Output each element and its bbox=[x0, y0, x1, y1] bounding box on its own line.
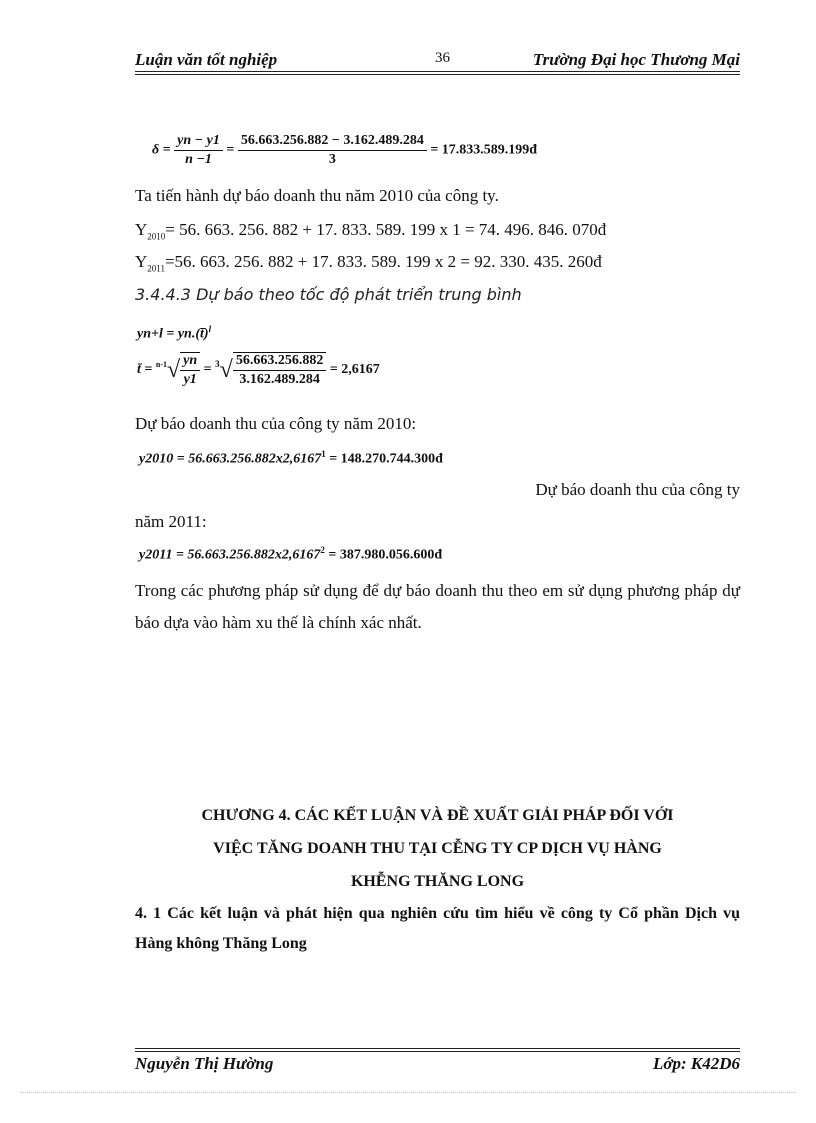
formula-growth-sup: l bbox=[208, 324, 212, 334]
y2011-label: Y bbox=[135, 252, 148, 271]
y2010-label: Y bbox=[135, 220, 148, 239]
formula-2010-text: y2010 = 56.663.256.882x2,6167 bbox=[139, 451, 322, 467]
formula-2011-result: = 387.980.056.600đ bbox=[324, 547, 443, 563]
formula-growth bbox=[137, 324, 211, 343]
chapter-title-line1: CHƯƠNG 4. CÁC KẾT LUẬN VÀ ĐỀ XUẤT GIẢI PHÁP ĐỐI VỚI bbox=[201, 807, 674, 824]
formula-2010-sup: 1 bbox=[321, 449, 326, 459]
formula-delta-frac1-den: n −1 bbox=[185, 152, 212, 167]
formula-tbar-frac1-num: yn bbox=[180, 353, 200, 371]
root-sign-1: √ bbox=[167, 356, 181, 383]
forecast-2011-intro-b: năm 2011: bbox=[135, 512, 207, 531]
formula-tbar-frac2-den: 3.162.489.284 bbox=[239, 372, 320, 387]
footer-author: Nguyễn Thị Hường bbox=[135, 1054, 274, 1073]
formula-delta bbox=[152, 133, 537, 168]
formula-tbar-frac1 bbox=[180, 352, 200, 388]
header-rule-bottom bbox=[135, 74, 740, 75]
formula-tbar-eq: = bbox=[203, 362, 212, 378]
page-edge-dotted-rule bbox=[20, 1092, 796, 1093]
formula-2011 bbox=[139, 545, 442, 564]
y2010-sub: 2010 bbox=[147, 231, 166, 242]
forecast-y2011 bbox=[135, 252, 602, 273]
formula-delta-eq: = bbox=[226, 142, 235, 158]
footer-rule-top bbox=[135, 1048, 740, 1049]
header-university: Trường Đại học Thương Mại bbox=[532, 50, 740, 69]
formula-delta-frac1-num: yn − y1 bbox=[174, 133, 223, 151]
formula-2010 bbox=[139, 449, 443, 468]
formula-delta-frac2-den: 3 bbox=[328, 152, 336, 167]
formula-2010-result: = 148.270.744.300đ bbox=[325, 451, 443, 467]
footer-rule-bottom bbox=[135, 1051, 740, 1052]
section-4-1-heading: 4. 1 Các kết luận và phát hiện qua nghiên cứu tìm hiểu về công ty Cổ phần Dịch vụ Hàng không Thăng Long bbox=[135, 905, 740, 952]
y2011-expr: =56. 663. 256. 882 + 17. 833. 589. 199 x 2 = 92. 330. 435. 260đ bbox=[164, 252, 602, 271]
root-sign-2: √ bbox=[219, 356, 233, 383]
formula-delta-frac2-num: 56.663.256.882 − 3.162.489.284 bbox=[238, 133, 427, 151]
chapter-title-line2: VIỆC TĂNG DOANH THU TẠI CỄNG TY CP DỊCH VỤ HÀNG bbox=[213, 840, 662, 857]
y2011-sub: 2011 bbox=[147, 263, 165, 274]
formula-delta-result: = 17.833.589.199đ bbox=[430, 142, 538, 158]
conclusion-paragraph: Trong các phương pháp sử dụng để dự báo doanh thu theo em sử dụng phương pháp dự báo dựa vào hàm xu thế là chính xác nhất. bbox=[135, 581, 740, 632]
page-number: 36 bbox=[435, 50, 450, 66]
formula-tbar-lhs: t̄ = bbox=[137, 362, 153, 378]
formula-2011-sup: 2 bbox=[320, 545, 325, 555]
header-thesis-label: Luận văn tốt nghiệp bbox=[135, 50, 278, 69]
formula-2011-text: y2011 = 56.663.256.882x2,6167 bbox=[139, 547, 321, 563]
formula-delta-frac1 bbox=[174, 133, 223, 168]
page-header bbox=[135, 50, 740, 72]
chapter-title-line3: KHỄNG THĂNG LONG bbox=[350, 873, 525, 890]
formula-delta-lhs: δ = bbox=[152, 142, 171, 158]
formula-tbar bbox=[137, 352, 380, 388]
formula-tbar-idx2: 3 bbox=[215, 359, 220, 370]
header-rule-top bbox=[135, 71, 740, 72]
formula-growth-text: yn+l = yn.(t̄) bbox=[137, 326, 209, 342]
footer-class: Lớp: K42D6 bbox=[652, 1054, 740, 1073]
formula-tbar-idx1: n-1 bbox=[155, 360, 167, 370]
page-footer bbox=[135, 1054, 740, 1078]
formula-delta-frac2 bbox=[238, 133, 427, 168]
forecast-2011-intro-a: Dự báo doanh thu của công ty bbox=[535, 480, 740, 499]
formula-tbar-frac1-den: y1 bbox=[183, 372, 197, 387]
subheading-3-4-4-3: 3.4.4.3 Dự báo theo tốc độ phát triển trung bình bbox=[135, 285, 522, 304]
forecast-2010-intro: Dự báo doanh thu của công ty năm 2010: bbox=[135, 414, 417, 433]
chapter-title bbox=[135, 799, 740, 898]
y2010-expr: = 56. 663. 256. 882 + 17. 833. 589. 199 x 1 = 74. 496. 846. 070đ bbox=[165, 220, 607, 239]
forecast-y2010 bbox=[135, 220, 606, 241]
forecast-intro: Ta tiến hành dự báo doanh thu năm 2010 của công ty. bbox=[135, 186, 499, 205]
formula-tbar-result: = 2,6167 bbox=[329, 362, 380, 378]
formula-tbar-frac2 bbox=[233, 352, 327, 388]
formula-tbar-frac2-num: 56.663.256.882 bbox=[233, 353, 327, 371]
